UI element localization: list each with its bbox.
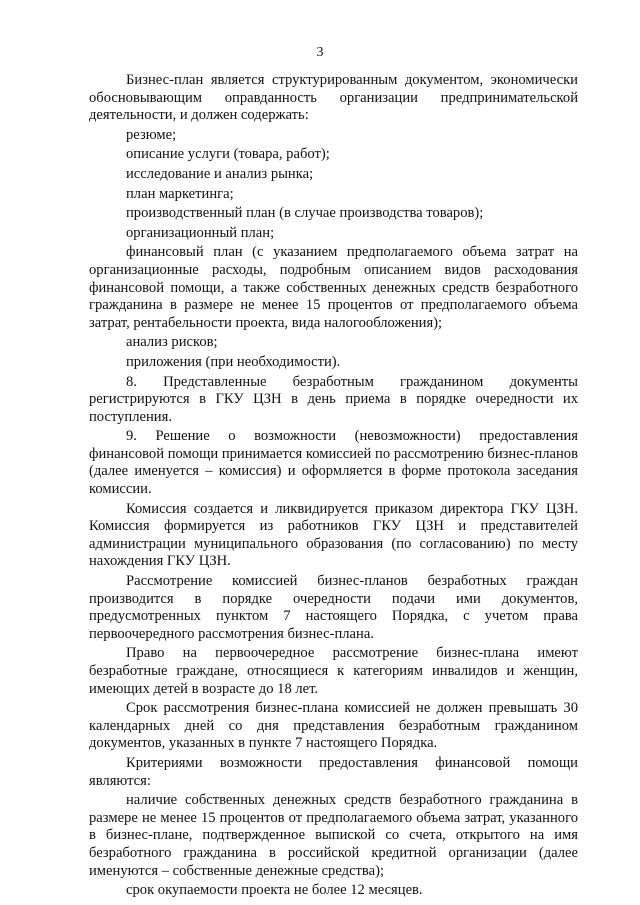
paragraph: Рассмотрение комиссией бизнес-планов безработных граждан производится в порядке очередности подачи ими документов, предусмотренных пунктом 7 настоящего Порядка, с учетом права первоочередного рассмотрения бизнес-плана. [89, 573, 578, 642]
list-item: план маркетинга; [126, 185, 234, 202]
paragraph: Срок рассмотрения бизнес-плана комиссией не должен превышать 30 календарных дней со дня представления безработным гражданином документов, указанных в пункте 7 настоящего Порядка. [89, 700, 578, 752]
paragraph: Комиссия создается и ликвидируется приказом директора ГКУ ЦЗН. Комиссия формируется из работников ГКУ ЦЗН и представителей администрации муниципального образования (по согласованию) по месту нахождения ГКУ ЦЗН. [89, 500, 578, 570]
list-item: исследование и анализ рынка; [126, 165, 314, 182]
list-item: наличие собственных денежных средств безработного гражданина в размере не менее 15 процентов от предполагаемого объема затрат, указанного в бизнес-плане, подтвержденное выпиской со счета, открытого на имя безработного гражданина в российской кредитной организации (далее именуются – собственные денежные средства); [89, 792, 578, 879]
list-item: анализ рисков; [126, 334, 218, 351]
list-item: резюме; [126, 126, 177, 143]
list-item: приложения (при необходимости). [126, 353, 341, 370]
paragraph: 9. Решение о возможности (невозможности) предоставления финансовой помощи принимается комиссией по рассмотрению бизнес-планов (далее именуется – комиссия) и оформляется в форме протокола заседания комиссии. [89, 428, 578, 498]
document-body [89, 72, 578, 902]
page-number: 3 [316, 45, 324, 60]
list-item: финансовый план (с указанием предполагаемого объема затрат на организационные расходы, подробным описанием видов расходования финансовой помощи, а также собственных денежных средств безработного гражданина в размере не менее 15 процентов от предполагаемого объема затрат, рентабельности проекта, вида налогообложения); [89, 244, 578, 331]
list-item: организационный план; [126, 224, 275, 241]
list-item: производственный план (в случае производства товаров); [126, 205, 484, 222]
paragraph: Критериями возможности предоставления финансовой помощи являются: [89, 754, 578, 789]
paragraph: Право на первоочередное рассмотрение бизнес-плана имеют безработные граждане, относящиеся к категориям инвалидов и женщин, имеющих детей в возрасте до 18 лет. [89, 645, 578, 697]
paragraph: Бизнес-план является структурированным документом, экономически обосновывающим оправданность организации предпринимательской деятельности, и должен содержать: [89, 72, 578, 124]
list-item: срок окупаемости проекта не более 12 месяцев. [126, 882, 423, 899]
paragraph: 8. Представленные безработным гражданином документы регистрируются в ГКУ ЦЗН в день приема в порядке очередности их поступления. [89, 373, 578, 425]
list-item: описание услуги (товара, работ); [126, 146, 330, 163]
